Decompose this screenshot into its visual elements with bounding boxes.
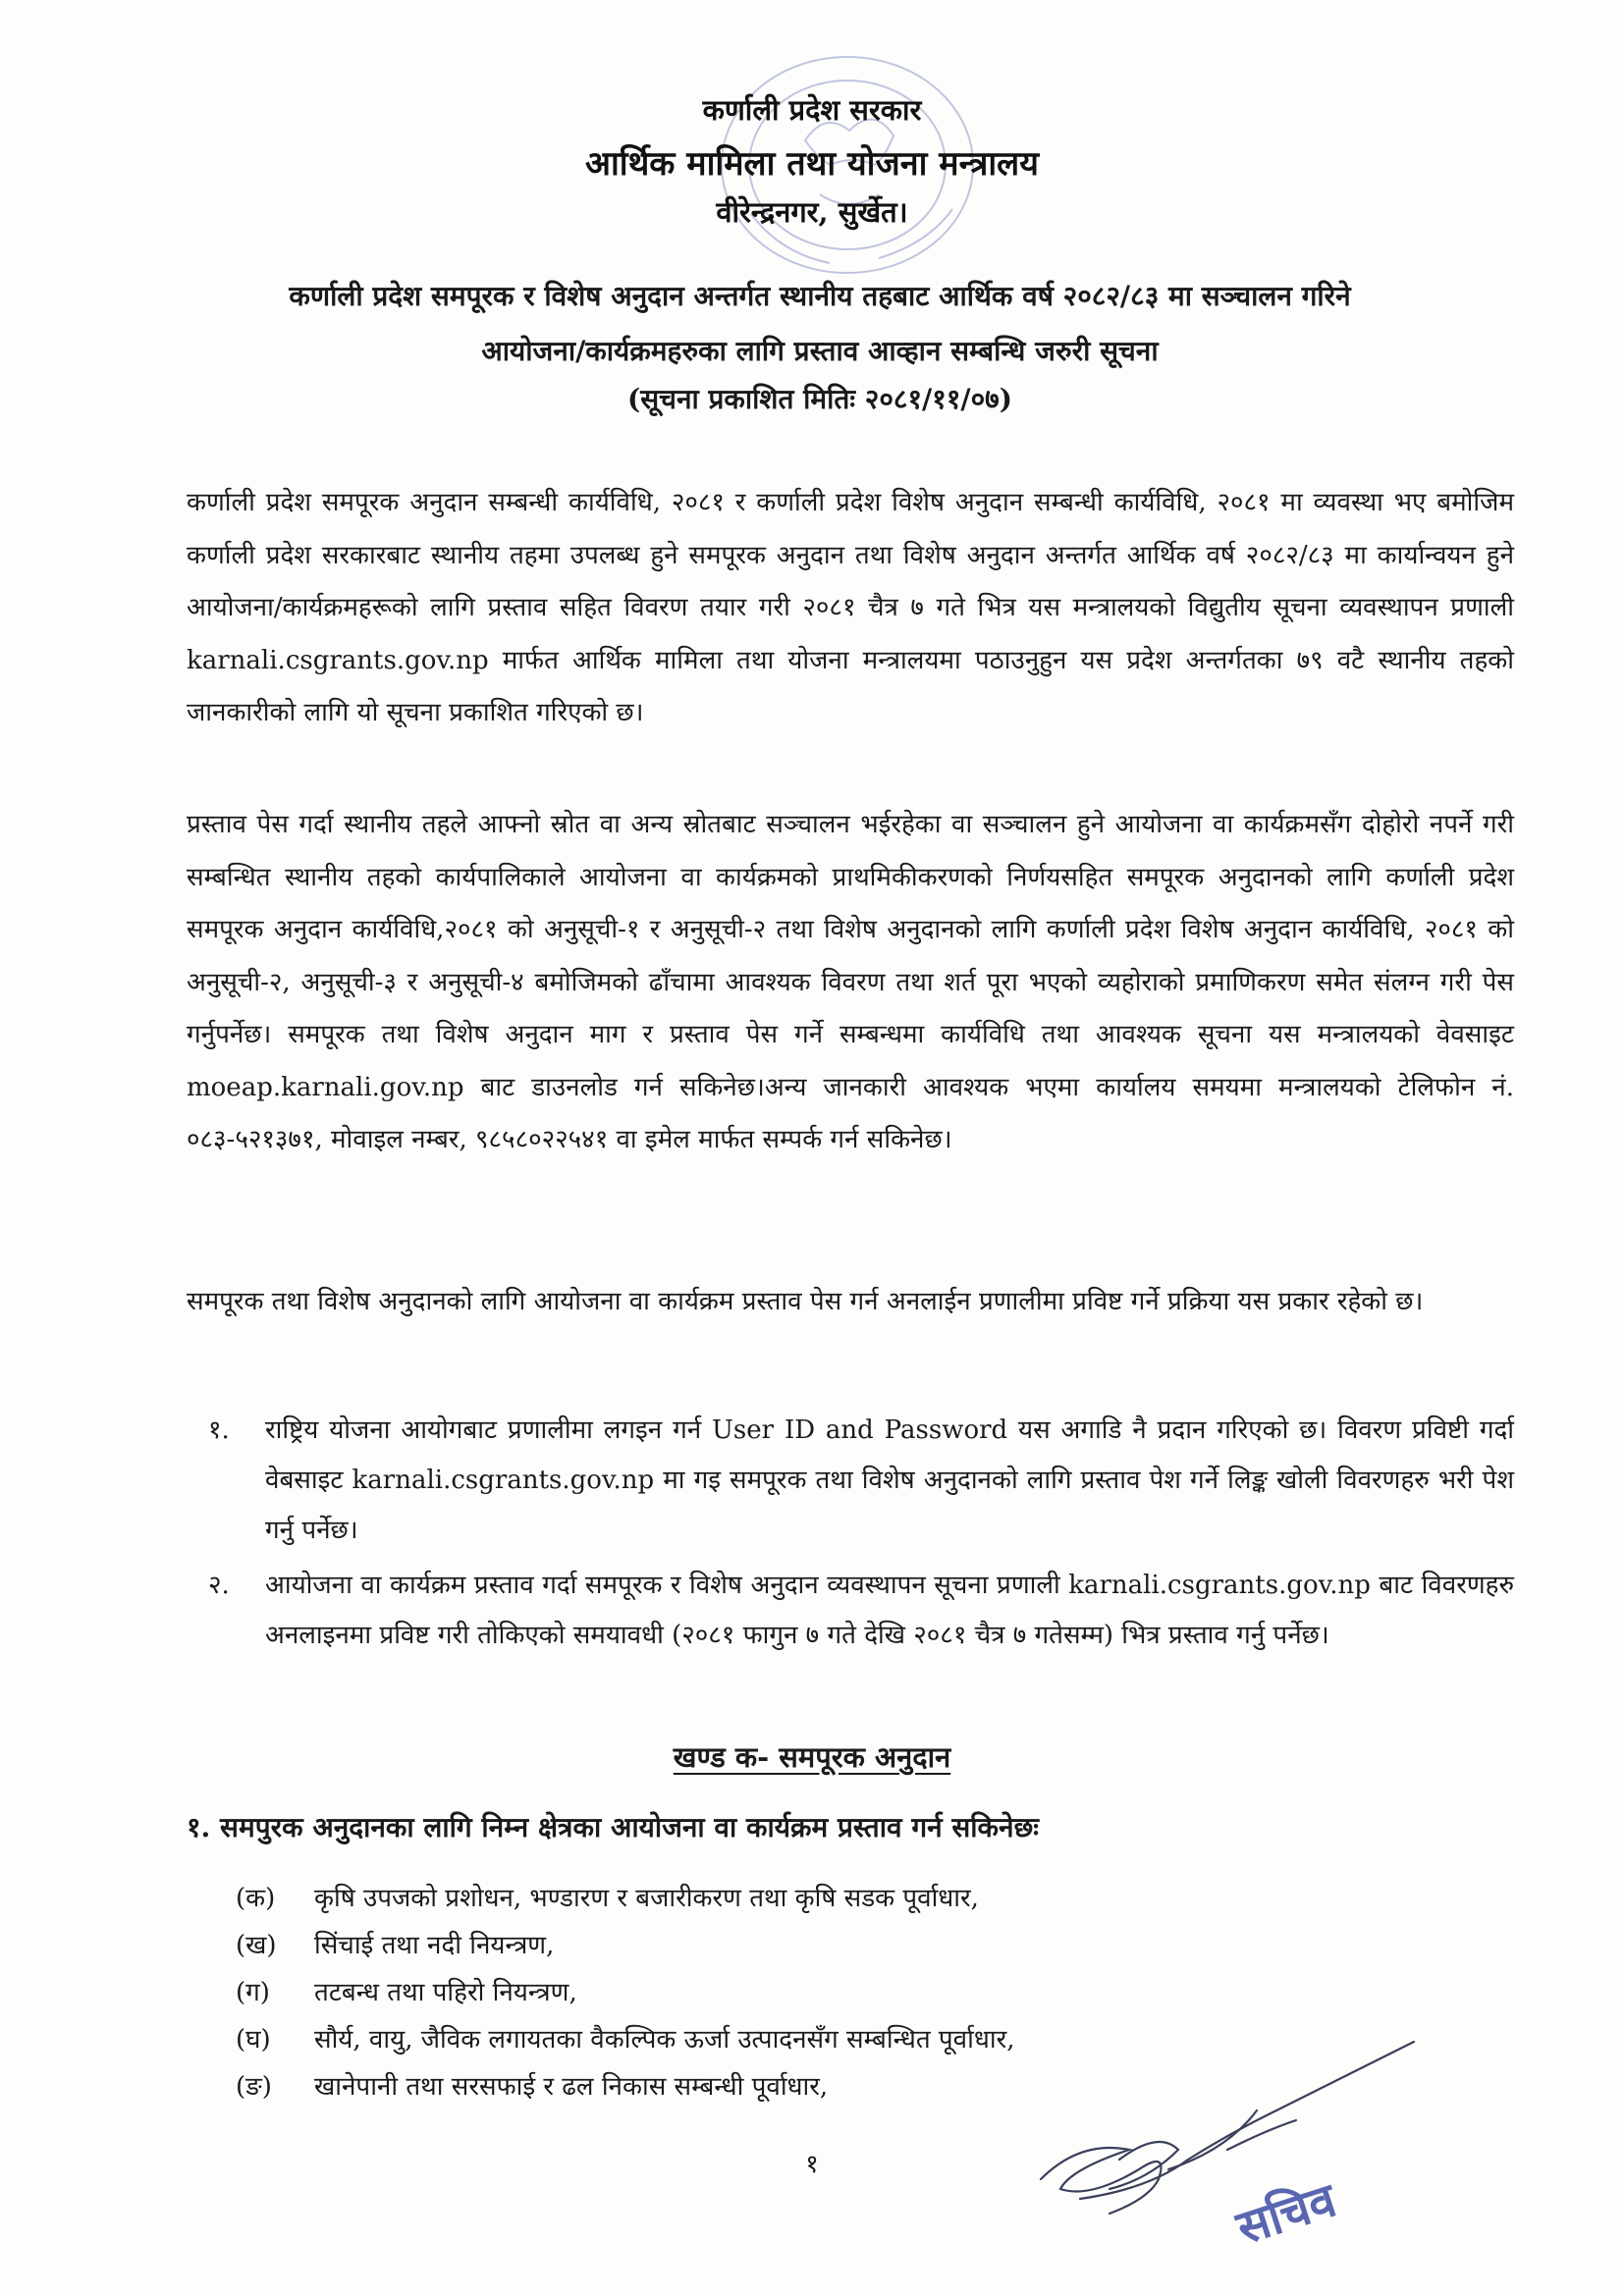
list-item <box>236 1969 1316 2016</box>
step-text: राष्ट्रिय योजना आयोगबाट प्रणालीमा लगइन गर्न User ID and Password यस अगाडि नै प्रदान गरिएको छ। विवरण प्रविष्टी गर्दा वेबसाइट karnali.csgrants.gov.np मा गइ समपूरक तथा विशेष अनुदानको लागि प्रस्ताव पेश गर्ने लिङ्क खोली विवरणहरु भरी पेश गर्नु पर्नेछ। <box>265 1415 1514 1545</box>
section-heading-text: खण्ड क- समपूरक अनुदान <box>673 1740 951 1774</box>
notice-title-line-1: कर्णाली प्रदेश समपूरक र विशेष अनुदान अन्तर्गत स्थानीय तहबाट आर्थिक वर्ष २०८२/८३ मा सञ्चालन गरिने <box>289 280 1351 312</box>
list-item-text: तटबन्ध तथा पहिरो नियन्त्रण, <box>314 1978 577 2007</box>
paragraph-process-intro: समपूरक तथा विशेष अनुदानको लागि आयोजना वा कार्यक्रम प्रस्ताव पेस गर्न अनलाईन प्रणालीमा प्रविष्ट गर्ने प्रक्रिया यस प्रकार रहेको छ। <box>187 1287 1424 1316</box>
section-heading <box>0 1737 1624 1776</box>
list-marker: (ङ) <box>236 2072 272 2102</box>
notice-title-line-2: आयोजना/कार्यक्रमहरुका लागि प्रस्ताव आव्हान सम्बन्धि जरुरी सूचना <box>481 335 1159 367</box>
signature-stamp-text: सचिव <box>1229 2172 1343 2257</box>
section-subheading: १. समपुरक अनुदानका लागि निम्न क्षेत्रका आयोजना वा कार्यक्रम प्रस्ताव गर्न सकिनेछः <box>187 1811 1039 1843</box>
list-item-text: सौर्य, वायु, जैविक लगायतका वैकल्पिक ऊर्जा उत्पादनसँग सम्बन्धित पूर्वाधार, <box>314 2025 1015 2055</box>
step-item <box>208 1406 1514 1556</box>
list-marker: (ग) <box>236 1978 270 2007</box>
list-item <box>236 1875 1316 1922</box>
list-marker: (घ) <box>236 2025 271 2055</box>
paragraph-submission-rules: प्रस्ताव पेस गर्दा स्थानीय तहले आफ्नो स्रोत वा अन्य स्रोतबाट सञ्चालन भईरहेका वा सञ्चालन हुने आयोजना वा कार्यक्रमसँग दोहोरो नपर्ने गरी सम्बन्धित स्थानीय तहको कार्यपालिकाले आयोजना वा कार्यक्रमको प्राथमिकीकरणको निर्णयसहित समपूरक अनुदानको लागि कर्णाली प्रदेश समपूरक अनुदान कार्यविधि,२०८१ को अनुसूची-१ र अनुसूची-२ तथा विशेष अनुदानको लागि कर्णाली प्रदेश विशेष अनुदान कार्यविधि, २०८१ को अनुसूची-२, अनुसूची-३ र अनुसूची-४ बमोजिमको ढाँचामा आवश्यक विवरण तथा शर्त पूरा भएको व्यहोराको प्रमाणिकरण समेत संलग्न गरी पेस गर्नुपर्नेछ। समपूरक तथा विशेष अनुदान माग र प्रस्ताव पेस गर्ने सम्बन्धमा कार्यविधि तथा आवश्यक सूचना यस मन्त्रालयको वेवसाइट moeap.karnali.gov.np बाट डाउनलोड गर्न सकिनेछ।अन्य जानकारी आवश्यक भएमा कार्यालय समयमा मन्त्रालयको टेलिफोन नं. ०८३-५२१३७१, मोवाइल नम्बर, ९८५८०२२५४१ वा इमेल मार्फत सम्पर्क गर्न सकिनेछ। <box>187 810 1514 1154</box>
step-text: आयोजना वा कार्यक्रम प्रस्ताव गर्दा समपूरक र विशेष अनुदान व्यवस्थापन सूचना प्रणाली karnali.csgrants.gov.np बाट विवरणहरु अनलाइनमा प्रविष्ट गरी तोकिएको समयावधी (२०८१ फागुन ७ गते देखि २०८१ चैत्र ७ गतेसम्म) भित्र प्रस्ताव गर्नु पर्नेछ। <box>265 1571 1514 1650</box>
page-number: १ <box>805 2150 819 2179</box>
ministry-name: आर्थिक मामिला तथा योजना मन्त्रालय <box>585 144 1039 184</box>
notice-publish-date: (सूचना प्रकाशित मितिः २०८१/११/०७) <box>627 383 1012 415</box>
paragraph-intro: कर्णाली प्रदेश समपूरक अनुदान सम्बन्धी कार्यविधि, २०८१ र कर्णाली प्रदेश विशेष अनुदान सम्बन्धी कार्यविधि, २०८१ मा व्यवस्था भए बमोजिम कर्णाली प्रदेश सरकारबाट स्थानीय तहमा उपलब्ध हुने समपूरक अनुदान तथा विशेष अनुदान अन्तर्गत आर्थिक वर्ष २०८२/८३ मा कार्यान्वयन हुने आयोजना/कार्यक्रमहरूको लागि प्रस्ताव सहित विवरण तयार गरी २०८१ चैत्र ७ गते भित्र यस मन्त्रालयको विद्युतीय सूचना व्यवस्थापन प्रणाली karnali.csgrants.gov.np मार्फत आर्थिक मामिला तथा योजना मन्त्रालयमा पठाउनुहुन यस प्रदेश अन्तर्गतका ७९ वटै स्थानीय तहको जानकारीको लागि यो सूचना प्रकाशित गरिएको छ। <box>187 488 1514 727</box>
list-item-text: खानेपानी तथा सरसफाई र ढल निकास सम्बन्धी पूर्वाधार, <box>314 2072 829 2102</box>
list-marker: (ख) <box>236 1931 277 1960</box>
signature-stamp <box>1021 2032 1453 2268</box>
list-item <box>236 1922 1316 1969</box>
ministry-address: वीरेन्द्रनगर, सुर्खेत। <box>716 195 908 229</box>
step-number: २. <box>208 1571 230 1600</box>
list-item-text: कृषि उपजको प्रशोधन, भण्डारण र बजारीकरण तथा कृषि सडक पूर्वाधार, <box>314 1884 979 1913</box>
government-name: कर्णाली प्रदेश सरकार <box>702 93 922 127</box>
step-item <box>208 1561 1514 1661</box>
list-item-text: सिंचाई तथा नदी नियन्त्रण, <box>314 1931 555 1960</box>
list-marker: (क) <box>236 1884 276 1913</box>
step-number: १. <box>208 1415 230 1445</box>
